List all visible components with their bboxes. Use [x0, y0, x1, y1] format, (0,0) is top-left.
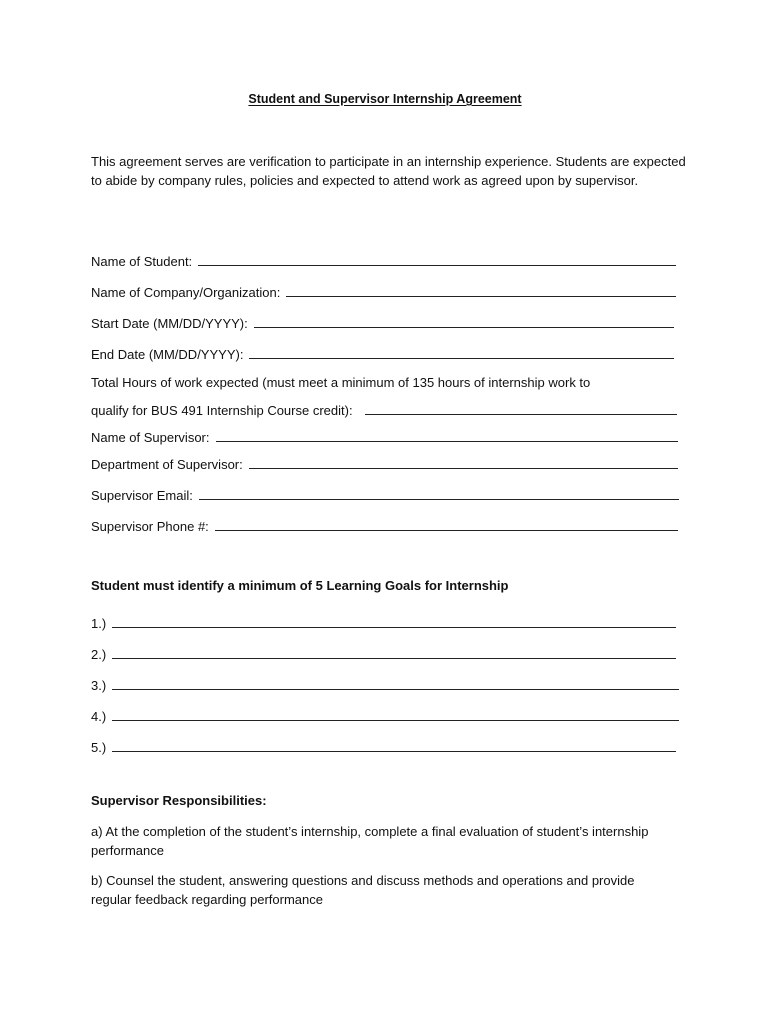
learning-goals-heading: Student must identify a minimum of 5 Learning Goals for Internship: [91, 578, 509, 593]
supervisor-email-field[interactable]: [91, 484, 679, 504]
company-line[interactable]: [286, 296, 676, 297]
total-hours-text: Total Hours of work expected (must meet a minimum of 135 hours of internship work to: [91, 375, 591, 390]
supervisor-department-line[interactable]: [249, 468, 678, 469]
supervisor-email-label: Supervisor Email:: [91, 488, 193, 503]
learning-goal-line[interactable]: [112, 720, 679, 721]
start-date-line[interactable]: [254, 327, 674, 328]
supervisor-name-label: Name of Supervisor:: [91, 430, 210, 445]
learning-goal-line[interactable]: [112, 751, 676, 752]
student-name-label: Name of Student:: [91, 254, 193, 269]
learning-goal-number: 1.): [91, 616, 107, 631]
learning-goal-number: 2.): [91, 647, 107, 662]
supervisor-department-field[interactable]: [91, 453, 678, 473]
total-hours-field[interactable]: [91, 399, 677, 419]
company-field[interactable]: [91, 281, 676, 301]
end-date-field[interactable]: [91, 343, 674, 363]
supervisor-phone-line[interactable]: [215, 530, 678, 531]
student-name-line[interactable]: [198, 265, 676, 266]
supervisor-phone-field[interactable]: [91, 515, 678, 535]
learning-goal-line[interactable]: [112, 689, 679, 690]
supervisor-responsibilities-heading: Supervisor Responsibilities:: [91, 793, 267, 808]
intro-paragraph: This agreement serves are verification to participate in an internship experience. Students are expected to abide by company rules, policies and expected to attend work as agreed upon by supervisor.: [91, 154, 686, 188]
learning-goal-number: 5.): [91, 740, 107, 755]
learning-goal-line[interactable]: [112, 658, 676, 659]
supervisor-department-label: Department of Supervisor:: [91, 457, 243, 472]
supervisor-email-line[interactable]: [199, 499, 679, 500]
supervisor-name-field[interactable]: [91, 426, 678, 446]
student-name-field[interactable]: [91, 250, 676, 270]
learning-goal-3[interactable]: [91, 674, 679, 694]
total-hours-label: qualify for BUS 491 Internship Course credit):: [91, 403, 353, 418]
start-date-label: Start Date (MM/DD/YYYY):: [91, 316, 248, 331]
learning-goal-1[interactable]: [91, 612, 676, 632]
learning-goal-5[interactable]: [91, 736, 676, 756]
start-date-field[interactable]: [91, 312, 674, 332]
document-title: Student and Supervisor Internship Agreement: [248, 92, 522, 106]
learning-goal-number: 3.): [91, 678, 107, 693]
learning-goal-line[interactable]: [112, 627, 676, 628]
learning-goal-4[interactable]: [91, 705, 679, 725]
responsibility-b: b) Counsel the student, answering questions and discuss methods and operations and provide regular feedback regarding performance: [91, 873, 635, 907]
total-hours-line[interactable]: [365, 414, 677, 415]
responsibility-a: a) At the completion of the student’s internship, complete a final evaluation of student’s internship performance: [91, 824, 649, 858]
supervisor-phone-label: Supervisor Phone #:: [91, 519, 209, 534]
learning-goal-2[interactable]: [91, 643, 676, 663]
learning-goal-number: 4.): [91, 709, 107, 724]
supervisor-name-line[interactable]: [216, 441, 679, 442]
end-date-line[interactable]: [249, 358, 674, 359]
end-date-label: End Date (MM/DD/YYYY):: [91, 347, 244, 362]
company-label: Name of Company/Organization:: [91, 285, 281, 300]
